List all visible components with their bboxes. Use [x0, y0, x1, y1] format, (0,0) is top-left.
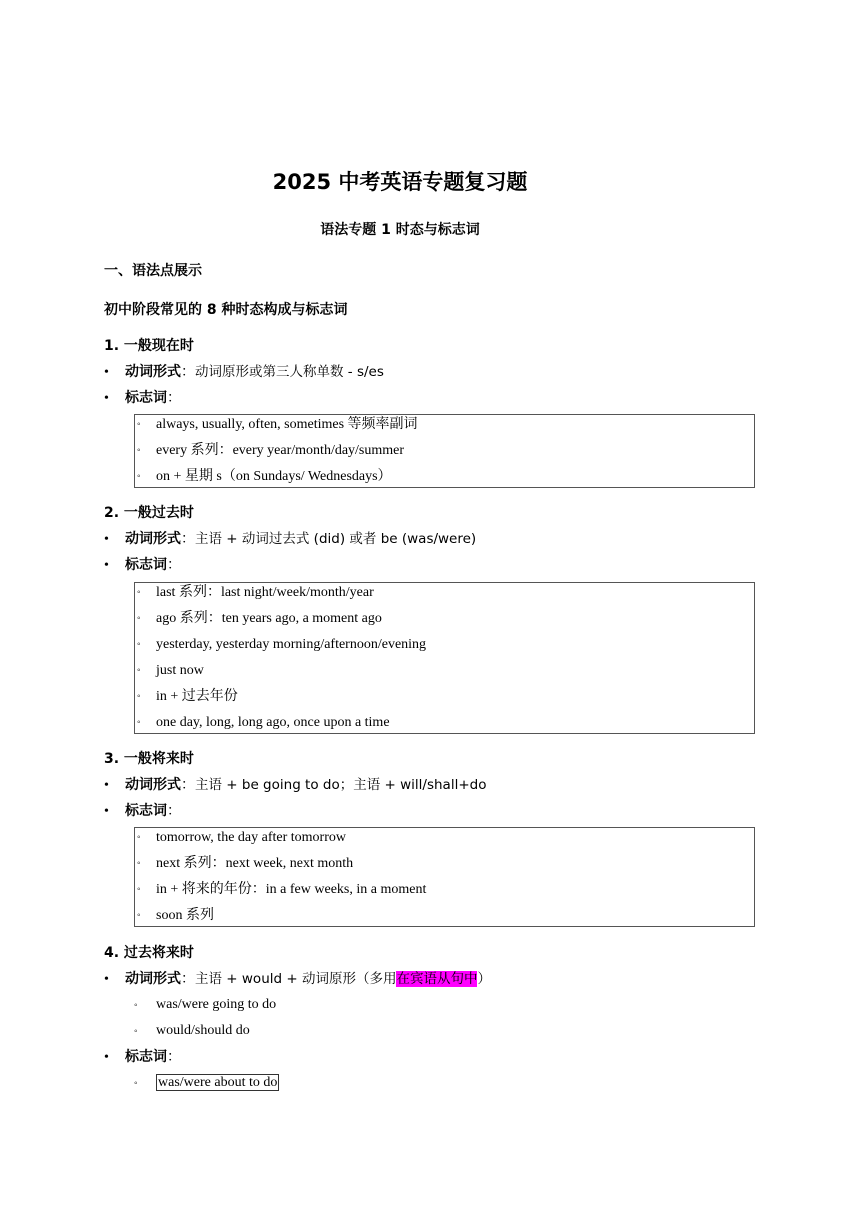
- circle-bullet-icon: ◦: [137, 832, 141, 843]
- circle-bullet-icon: ◦: [137, 665, 141, 676]
- circle-bullet-icon: ◦: [137, 858, 141, 869]
- list-item: ◦ just now: [135, 661, 754, 687]
- list-item: ◦ always, usually, often, sometimes 等频率副词: [135, 415, 754, 441]
- list-item: ◦ on + 星期 s（on Sundays/ Wednesdays）: [135, 467, 754, 487]
- circle-bullet-icon: ◦: [137, 691, 141, 702]
- tense-2-marker-box: [134, 582, 755, 734]
- highlighted-text: 在宾语从句中: [396, 971, 478, 987]
- circle-bullet-icon: ◦: [134, 1000, 138, 1011]
- tense-4-markers-label: • 标志词：: [104, 1047, 181, 1068]
- marker-label: 标志词: [125, 1049, 167, 1065]
- section-subheading: 初中阶段常见的 8 种时态构成与标志词: [104, 302, 348, 318]
- tense-heading-2: 2. 一般过去时: [104, 505, 194, 521]
- page-title: 2025 中考英语专题复习题: [272, 170, 528, 194]
- bullet-icon: •: [104, 391, 109, 406]
- tense-3-form: • 动词形式：主语 + be going to do；主语 + will/shall+do: [104, 775, 486, 796]
- circle-bullet-icon: ◦: [137, 613, 141, 624]
- tense-1-marker-box: [134, 414, 755, 488]
- form-value: 主语 + be going to do；主语 + will/shall+do: [195, 777, 487, 793]
- list-item: ◦ would/should do: [134, 1021, 250, 1042]
- form-label: 动词形式: [125, 531, 181, 547]
- list-item: ◦ in + 过去年份: [135, 687, 754, 713]
- tense-1-markers-label: • 标志词：: [104, 388, 181, 409]
- circle-bullet-icon: ◦: [137, 884, 141, 895]
- bullet-icon: •: [104, 1050, 109, 1065]
- bullet-icon: •: [104, 778, 109, 793]
- circle-bullet-icon: ◦: [134, 1078, 138, 1089]
- bullet-icon: •: [104, 558, 109, 573]
- circle-bullet-icon: ◦: [137, 419, 141, 430]
- bullet-icon: •: [104, 804, 109, 819]
- list-item: ◦ was/were going to do: [134, 995, 276, 1016]
- tense-4-form: • 动词形式：主语 + would + 动词原形（多用在宾语从句中）: [104, 969, 491, 990]
- list-item: ◦ soon 系列: [135, 906, 754, 926]
- tense-heading-3: 3. 一般将来时: [104, 751, 194, 767]
- form-label: 动词形式: [125, 777, 181, 793]
- bullet-icon: •: [104, 532, 109, 547]
- form-value: 动词原形或第三人称单数 - s/es: [195, 364, 384, 380]
- tense-2-markers-label: • 标志词：: [104, 555, 181, 576]
- section-heading: 一、语法点展示: [104, 263, 202, 279]
- tense-1-form: • 动词形式：动词原形或第三人称单数 - s/es: [104, 362, 384, 383]
- marker-label: 标志词: [125, 557, 167, 573]
- circle-bullet-icon: ◦: [134, 1026, 138, 1037]
- tense-heading-1: 1. 一般现在时: [104, 338, 194, 354]
- form-value: 主语 + would + 动词原形（多用: [195, 971, 397, 987]
- circle-bullet-icon: ◦: [137, 587, 141, 598]
- bullet-icon: •: [104, 972, 109, 987]
- tense-3-markers-label: • 标志词：: [104, 801, 181, 822]
- circle-bullet-icon: ◦: [137, 445, 141, 456]
- list-item: ◦ in + 将来的年份：in a few weeks, in a moment: [135, 880, 754, 906]
- marker-label: 标志词: [125, 803, 167, 819]
- tense-heading-4: 4. 过去将来时: [104, 945, 194, 961]
- circle-bullet-icon: ◦: [137, 639, 141, 650]
- form-value: 主语 + 动词过去式 (did) 或者 be (was/were): [195, 531, 477, 547]
- form-label: 动词形式: [125, 971, 181, 987]
- list-item: ◦ was/were about to do: [134, 1073, 279, 1094]
- marker-label: 标志词: [125, 390, 167, 406]
- form-label: 动词形式: [125, 364, 181, 380]
- circle-bullet-icon: ◦: [137, 717, 141, 728]
- bullet-icon: •: [104, 365, 109, 380]
- list-item: ◦ tomorrow, the day after tomorrow: [135, 828, 754, 854]
- list-item: ◦ last 系列：last night/week/month/year: [135, 583, 754, 609]
- tense-2-form: • 动词形式：主语 + 动词过去式 (did) 或者 be (was/were): [104, 529, 476, 550]
- circle-bullet-icon: ◦: [137, 910, 141, 921]
- list-item: ◦ next 系列：next week, next month: [135, 854, 754, 880]
- tense-3-marker-box: [134, 827, 755, 927]
- page-subtitle: 语法专题 1 时态与标志词: [320, 222, 480, 238]
- list-item: ◦ yesterday, yesterday morning/afternoon/evening: [135, 635, 754, 661]
- list-item: ◦ ago 系列：ten years ago, a moment ago: [135, 609, 754, 635]
- list-item: ◦ every 系列：every year/month/day/summer: [135, 441, 754, 467]
- list-item: ◦ one day, long, long ago, once upon a time: [135, 713, 754, 733]
- circle-bullet-icon: ◦: [137, 471, 141, 482]
